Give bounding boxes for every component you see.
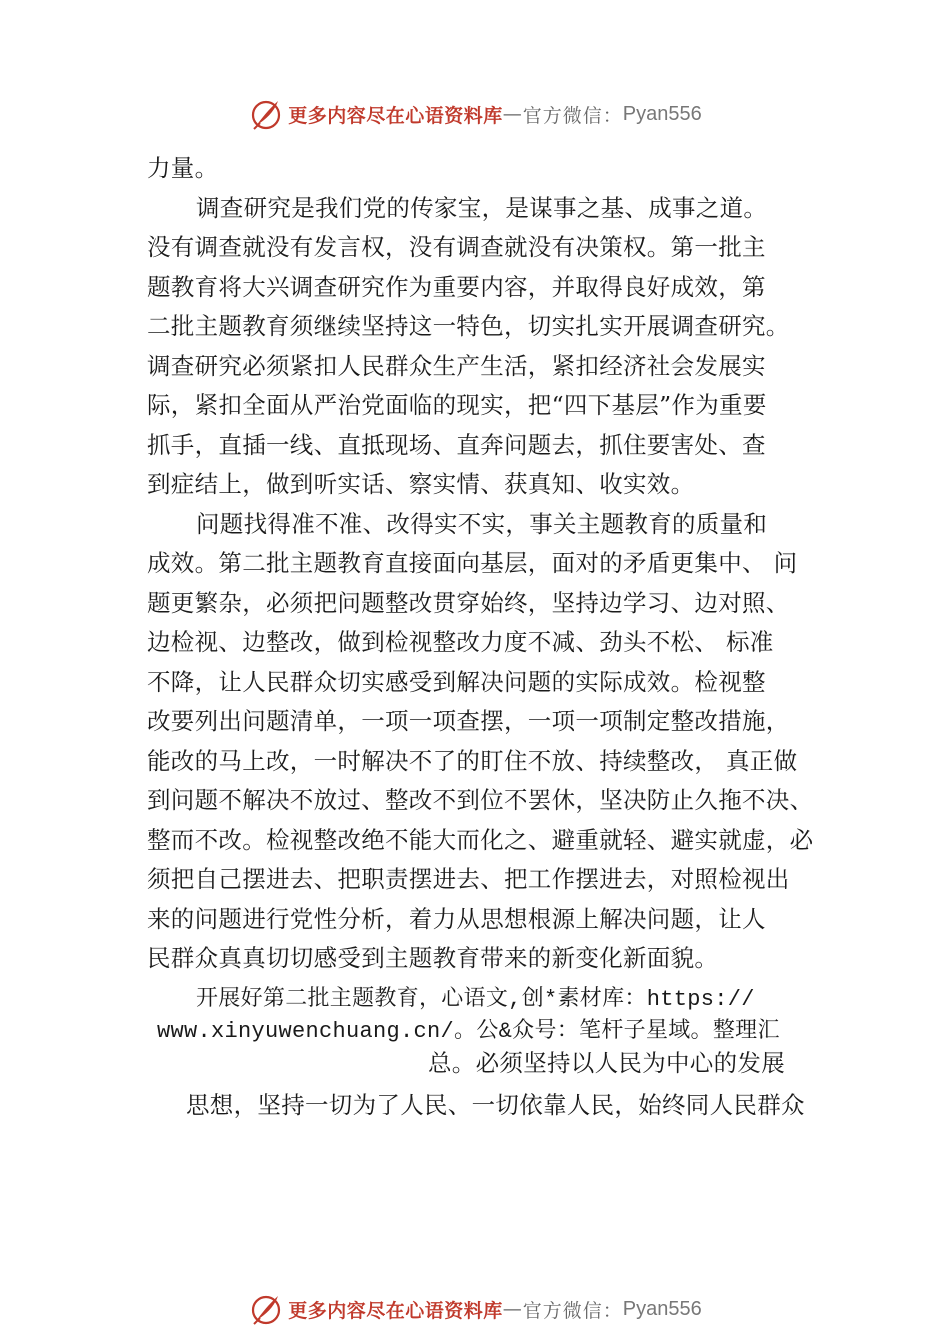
quill-logo-icon [248,1291,284,1327]
body-line: 抓手，直插一线、直抵现场、直奔问题去，抓住要害处、查 [147,431,766,459]
body-line: 到症结上，做到听实话、察实情、获真知、收实效。 [147,470,695,498]
body-line: 题更繁杂，必须把问题整改贯穿始终，坚持边学习、边对照、 [147,589,790,617]
paragraph-start-line: 问题找得准不准、改得实不实，事关主题教育的质量和 [196,510,768,538]
banner-sub-text: 官方微信： [522,104,623,127]
body-line: 二批主题教育须继续坚持这一特色，切实扎实开展调查研究。 [147,312,790,340]
body-line: 边检视、边整改，做到检视整改力度不减、劲头不松、 标准 [147,628,774,656]
body-line: 不降，让人民群众切实感受到解决问题的实际成效。检视整 [147,668,766,696]
body-line: 调查研究必须紧扣人民群众生产生活，紧扣经济社会发展实 [147,352,766,380]
paragraph-start-line: 调查研究是我们党的传家宝，是谋事之基、成事之道。 [196,194,768,222]
body-line: 成效。第二批主题教育直接面向基层，面对的矛盾更集中、 问 [147,549,798,577]
body-line: 改要列出问题清单，一项一项查摆，一项一项制定整改措施， [147,707,790,735]
header-banner [0,94,950,134]
body-line: 总。必须坚持以人民为中心的发展 [428,1049,785,1077]
body-line: 思想，坚持一切为了人民、一切依靠人民，始终同人民群众 [186,1091,805,1119]
body-line: 力量。 [147,154,219,182]
banner-sub-text: 官方微信： [522,1299,623,1322]
body-line: 能改的马上改，一时解决不了的盯住不放、持续整改， 真正做 [147,747,798,775]
quill-logo-icon [248,96,284,132]
body-line: 整而不改。检视整改绝不能大而化之、避重就轻、避实就虚，必 [147,826,814,854]
banner-main-text: 更多内容尽在心语资料库 [288,1299,503,1322]
banner-main-text: 更多内容尽在心语资料库 [288,104,503,127]
banner-wechat-id: Pyan556 [622,102,702,125]
body-line: 须把自己摆进去、把职责摆进去、把工作摆进去，对照检视出 [147,865,790,893]
banner-wechat-id: Pyan556 [622,1297,702,1320]
body-line: 来的问题进行党性分析，着力从思想根源上解决问题，让人 [147,905,766,933]
body-line: 际，紧扣全面从严治党面临的现实，把“四下基层”作为重要 [147,391,767,419]
body-line: 民群众真真切切感受到主题教育带来的新变化新面貌。 [147,944,719,972]
banner-dash: — [502,1298,523,1320]
banner-dash: — [502,103,523,125]
body-line: 到问题不解决不放过、整改不到位不罢休，坚决防止久拖不决、 [147,786,814,814]
body-line: 题教育将大兴调查研究作为重要内容，并取得良好成效，第 [147,273,766,301]
footer-banner [0,1289,950,1329]
body-line: 没有调查就没有发言权，没有调查就没有决策权。第一批主 [147,233,766,261]
body-line: www.xinyuwenchuang.cn/。公&众号：笔杆子星域。整理汇 [157,1019,780,1044]
paragraph-start-line: 开展好第二批主题教育，心语文,创*素材库：https:// [196,987,755,1012]
